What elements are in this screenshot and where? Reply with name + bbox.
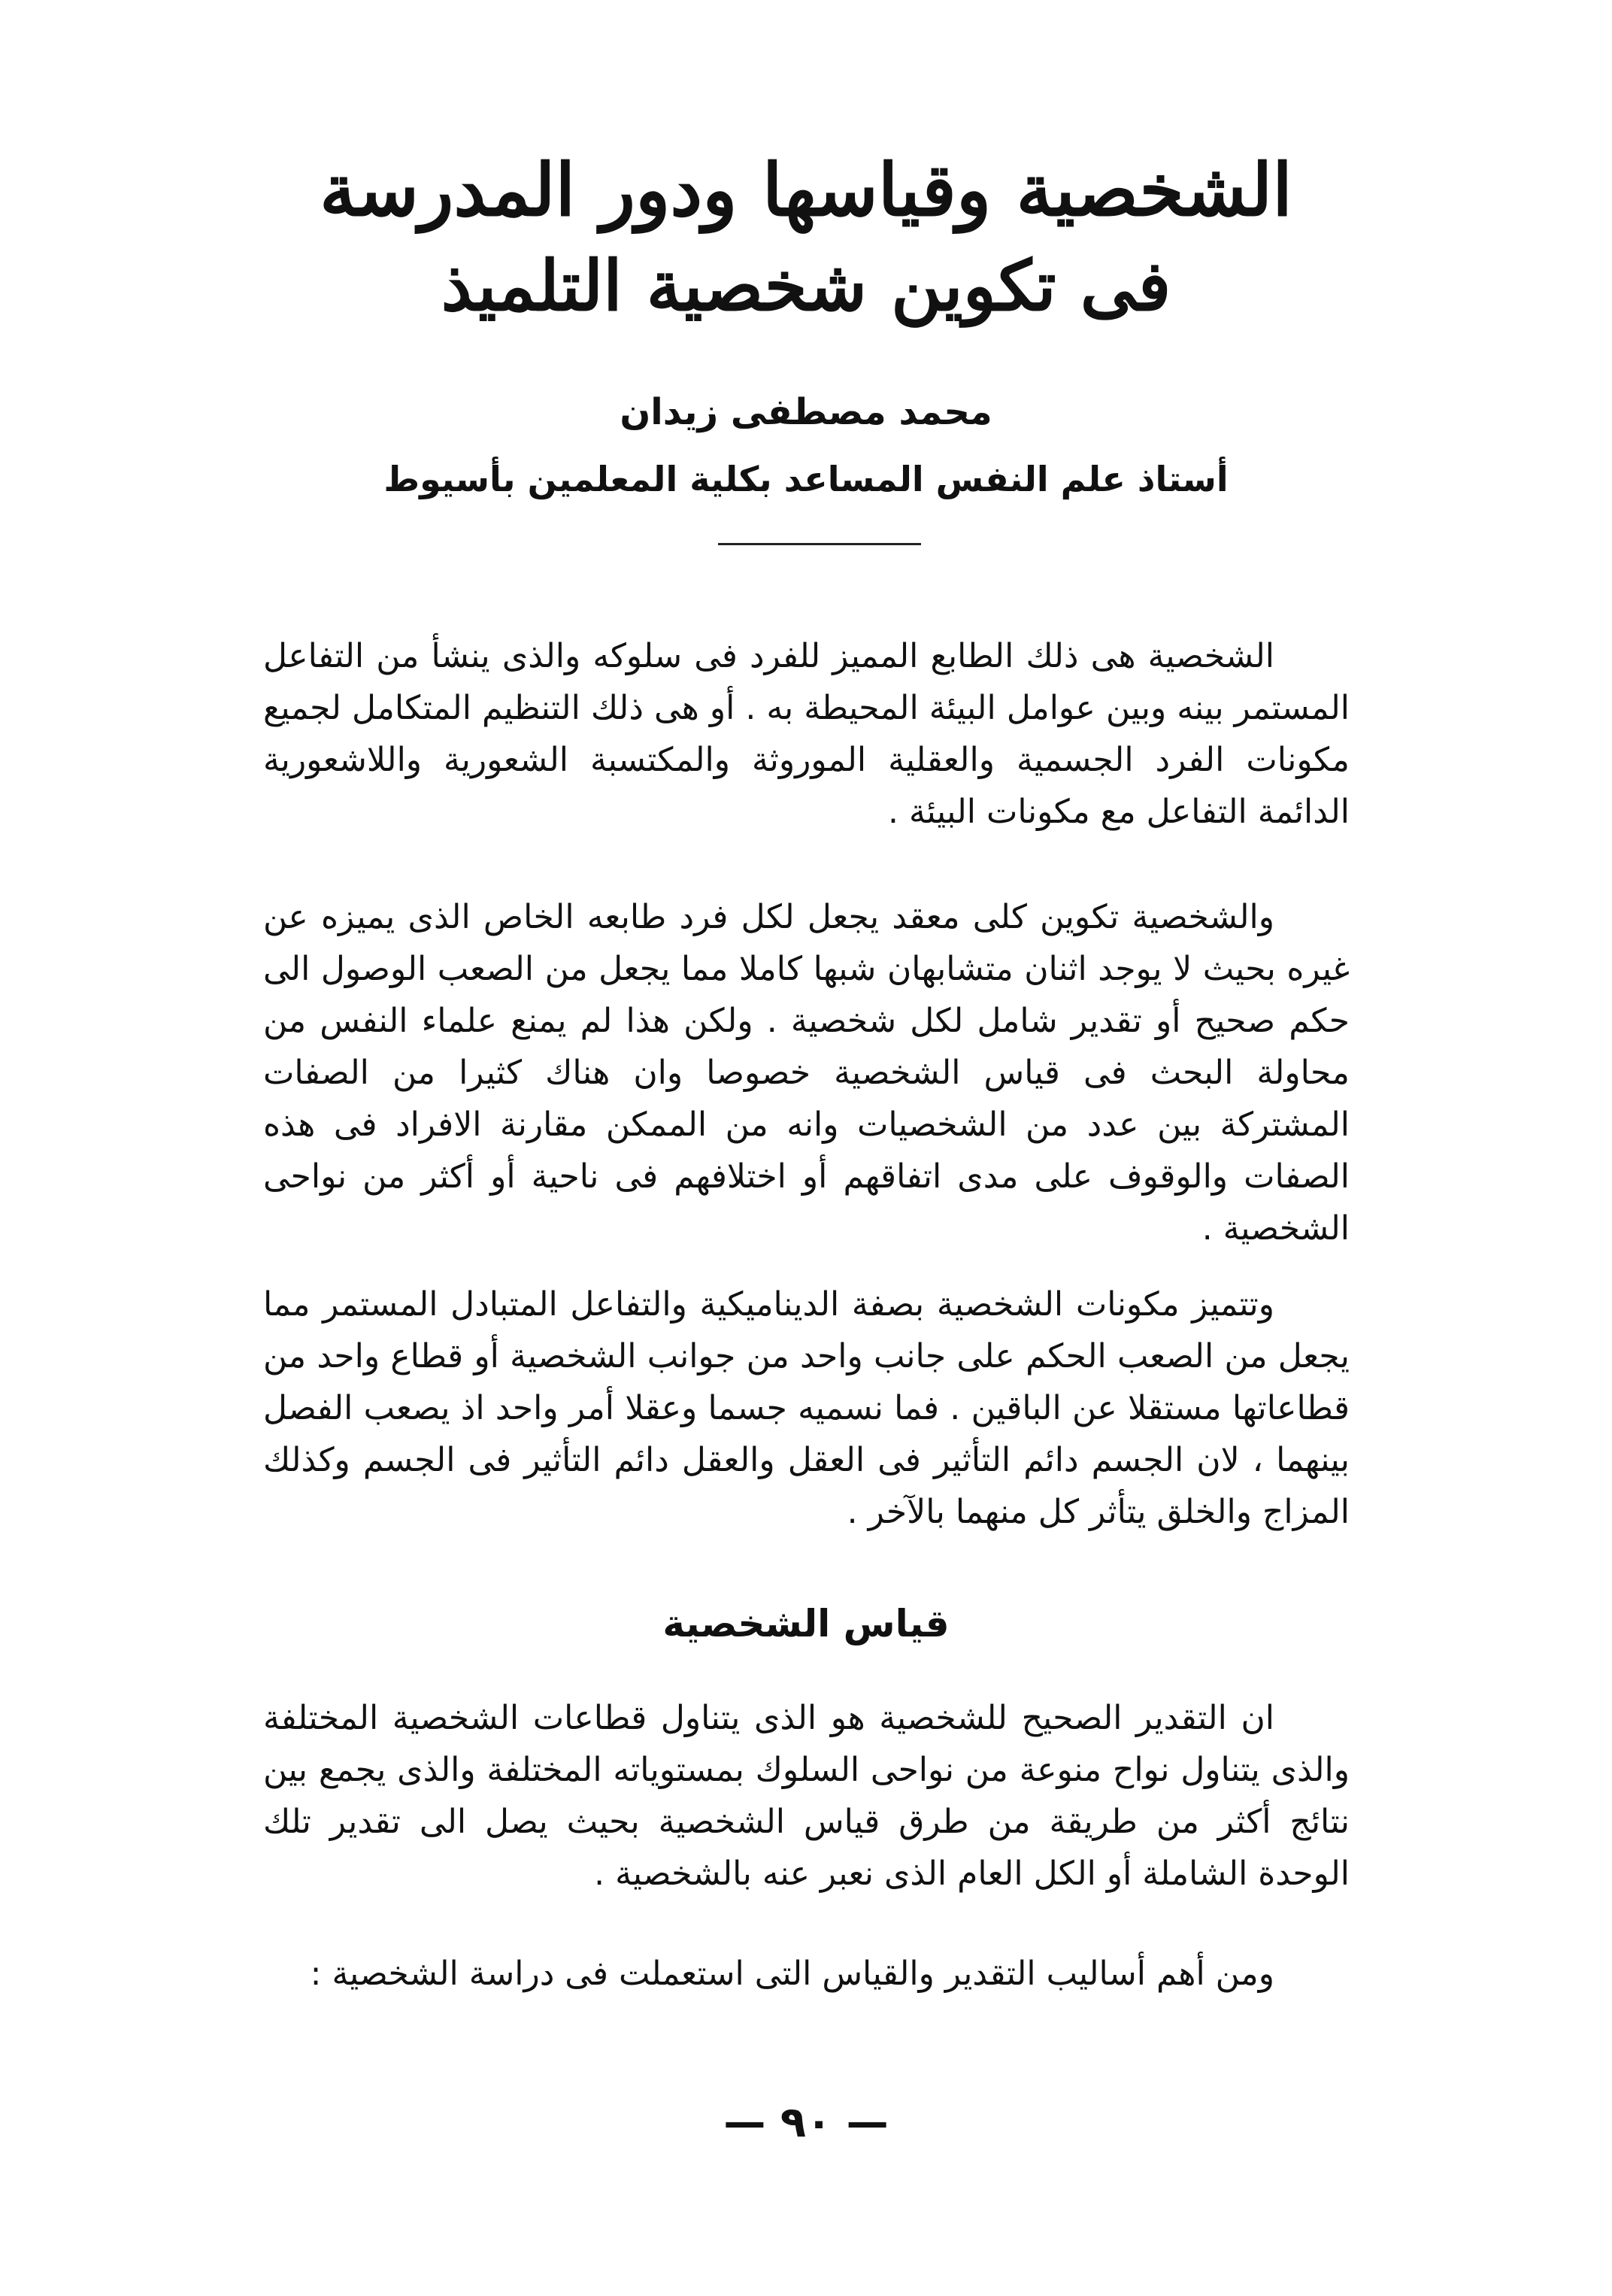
paragraph-2: والشخصية تكوين كلى معقد يجعل لكل فرد طابعه الخاص الذى يميزه عن غيره بحيث لا يوجد اثنان متشابهان شبها كاملا مما يجعل من الصعب الوصول الى حكم صحيح أو تقدير شامل لكل شخصية . ولكن هذا لم يمنع علماء النفس من محاولة البحث فى قياس الشخصية خصوصا وان هناك كثيرا من الصفات المشتركة بين عدد من الشخصيات وانه من الممكن مقارنة الافراد فى هذه الصفات والوقوف على مدى اتفاقهم أو اختلافهم فى ناحية أو أكثر من نواحى الشخصية . (263, 898, 1350, 1248)
paragraph-3: وتتميز مكونات الشخصية بصفة الديناميكية والتفاعل المتبادل المستمر مما يجعل من الصعب الحكم على جانب واحد من جوانب الشخصية أو قطاع واحد من قطاعاتها مستقلا عن الباقين . فما نسميه جسما وعقلا أمر واحد اذ يصعب الفصل بينهما ، لان الجسم دائم التأثير فى العقل والعقل دائم التأثير فى الجسم وكذلك المزاج والخلق يتأثر كل منهما بالآخر . (263, 1285, 1350, 1531)
paragraph-5: ومن أهم أساليب التقدير والقياس التى استعملت فى دراسة الشخصية : (310, 1955, 1274, 1993)
page-number: — ٩٠ — (723, 2098, 889, 2147)
title-divider (718, 543, 921, 545)
section-heading: قياس الشخصية (662, 1602, 950, 1645)
title-line-1: الشخصية وقياسها ودور المدرسة (320, 147, 1292, 232)
paragraph-1: الشخصية هى ذلك الطابع المميز للفرد فى سلوكه والذى ينشأ من التفاعل المستمر بينه وبين عوامل البيئة المحيطة به . أو هى ذلك التنظيم المتكامل لجميع مكونات الفرد الجسمية والعقلية الموروثة والمكتسبة الشعورية واللاشعورية الدائمة التفاعل مع مكونات البيئة . (263, 637, 1350, 831)
author-name: محمد مصطفى زيدان (620, 391, 992, 433)
paragraph-4: ان التقدير الصحيح للشخصية هو الذى يتناول قطاعات الشخصية المختلفة والذى يتناول نواح منوعة من نواحى السلوك بمستوياته المختلفة والذى يجمع بين نتائج أكثر من طريقة من طرق قياس الشخصية بحيث يصل الى تقدير تلك الوحدة الشاملة أو الكل العام الذى نعبر عنه بالشخصية . (263, 1699, 1350, 1893)
author-affiliation: أستاذ علم النفس المساعد بكلية المعلمين بأسيوط (383, 459, 1229, 499)
title-line-2: فى تكوين شخصية التلميذ (441, 245, 1171, 326)
